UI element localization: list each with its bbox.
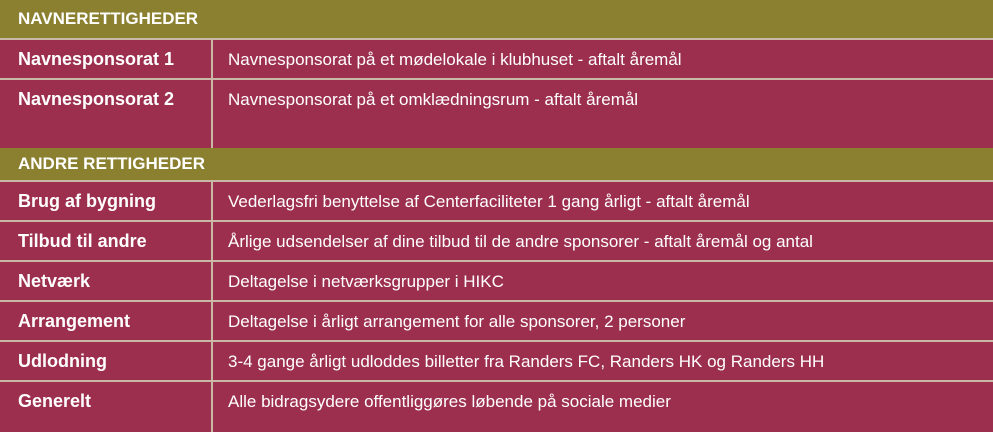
row-description: 3-4 gange årligt udloddes billetter fra Randers FC, Randers HK og Randers HH bbox=[228, 352, 825, 371]
table-row bbox=[0, 262, 993, 302]
row-label: Generelt bbox=[18, 391, 92, 411]
table-row bbox=[0, 40, 993, 80]
row-description: Deltagelse i årligt arrangement for alle sponsorer, 2 personer bbox=[228, 312, 686, 331]
row-label: Navnesponsorat 1 bbox=[18, 49, 175, 69]
section-header-other-rights bbox=[0, 148, 993, 182]
section-title: ANDRE RETTIGHEDER bbox=[18, 154, 206, 173]
section-title: NAVNERETTIGHEDER bbox=[18, 9, 199, 28]
row-description: Navnesponsorat på et omklædningsrum - aftalt åremål bbox=[228, 90, 639, 109]
row-description: Årlige udsendelser af dine tilbud til de andre sponsorer - aftalt åremål og antal bbox=[228, 232, 813, 251]
table-row bbox=[0, 222, 993, 262]
table-row bbox=[0, 342, 993, 382]
row-label: Tilbud til andre bbox=[18, 231, 147, 251]
column-divider bbox=[211, 40, 213, 148]
row-label: Arrangement bbox=[18, 311, 131, 331]
row-description: Alle bidragsydere offentliggøres løbende på sociale medier bbox=[228, 392, 671, 411]
section-header-name-rights bbox=[0, 0, 993, 40]
row-description: Vederlagsfri benyttelse af Centerfaciliteter 1 gang årligt - aftalt åremål bbox=[228, 192, 750, 211]
row-label: Netværk bbox=[18, 271, 91, 291]
row-description: Navnesponsorat på et mødelokale i klubhuset - aftalt åremål bbox=[228, 50, 682, 69]
row-label: Navnesponsorat 2 bbox=[18, 89, 175, 109]
table-row bbox=[0, 382, 993, 432]
table-row bbox=[0, 80, 993, 148]
row-label: Brug af bygning bbox=[18, 191, 156, 211]
row-label: Udlodning bbox=[18, 351, 107, 371]
table-row bbox=[0, 182, 993, 222]
table-row bbox=[0, 302, 993, 342]
column-divider bbox=[211, 182, 213, 432]
row-description: Deltagelse i netværksgrupper i HIKC bbox=[228, 272, 504, 291]
